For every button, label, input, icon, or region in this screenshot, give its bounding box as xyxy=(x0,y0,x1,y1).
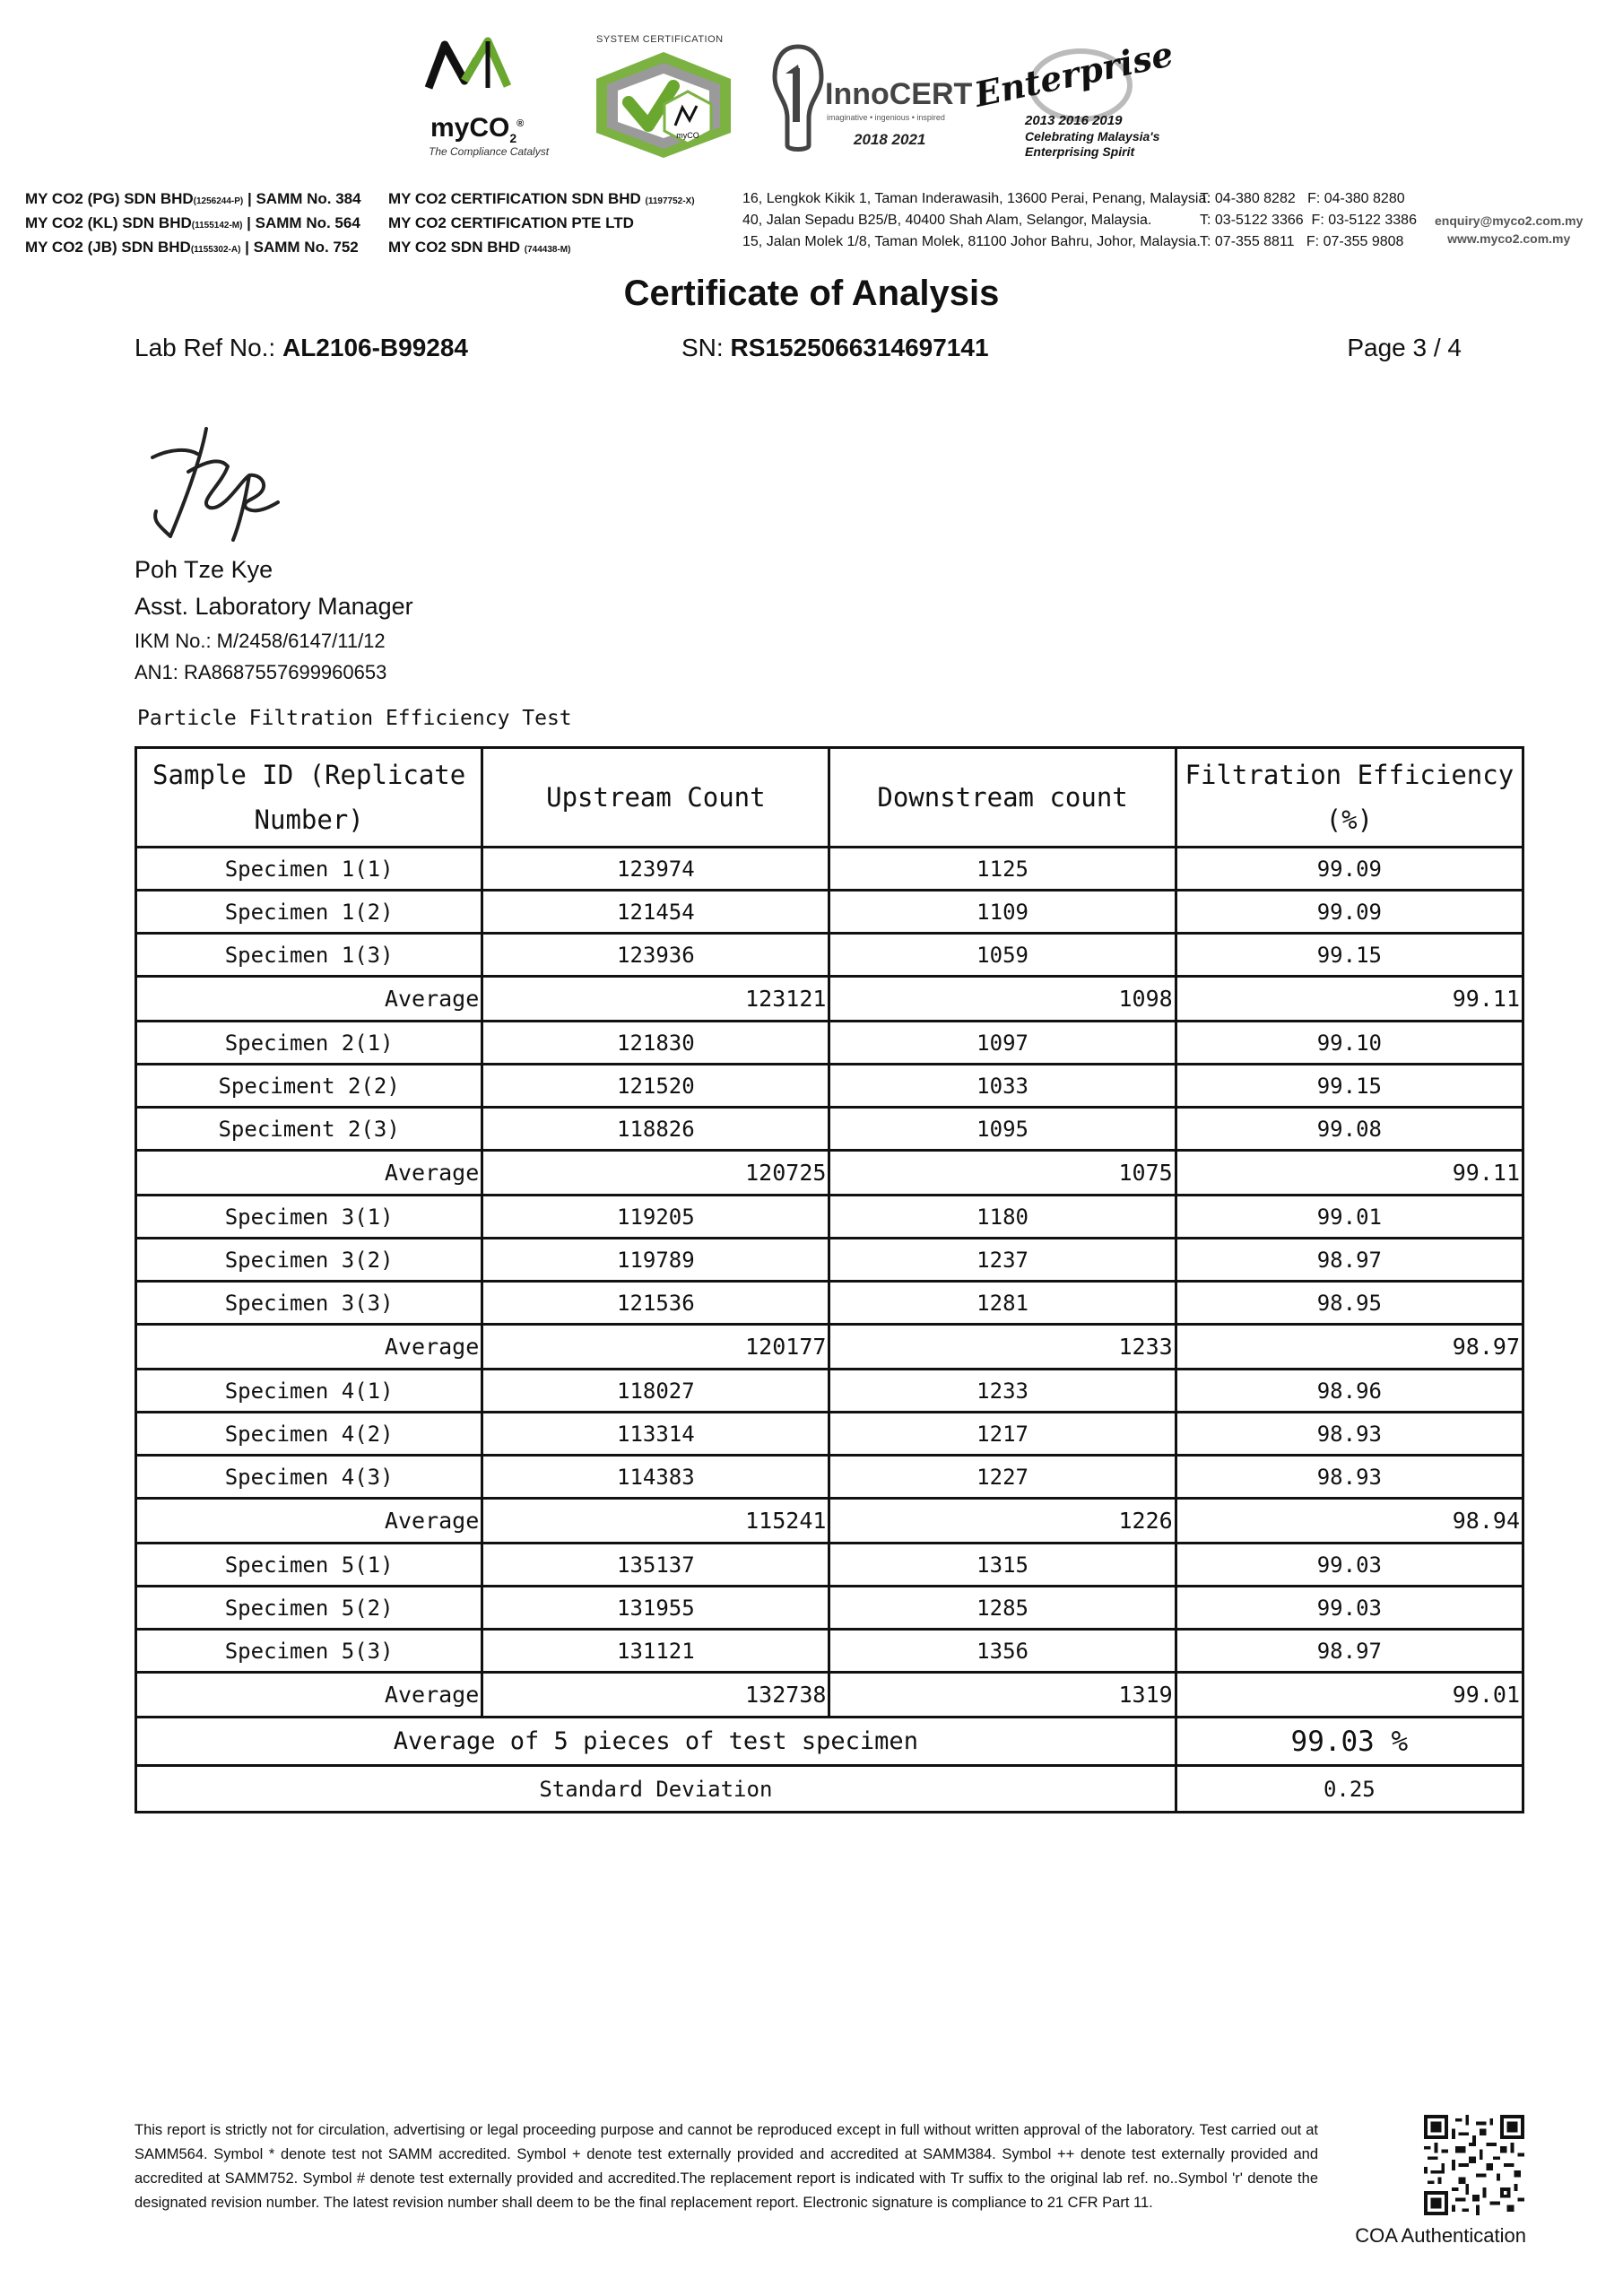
downstream-count-cell: 1033 xyxy=(829,1065,1176,1108)
downstream-count-cell: 1075 xyxy=(829,1151,1176,1196)
company-header xyxy=(25,188,1603,256)
specimen-row xyxy=(136,1108,1523,1151)
overall-average-label: Average of 5 pieces of test specimen xyxy=(136,1718,1176,1766)
sample-id-cell: Specimen 1(3) xyxy=(136,934,482,977)
filtration-efficiency-cell: 98.97 xyxy=(1176,1239,1523,1282)
address-list xyxy=(742,188,1211,253)
average-row xyxy=(136,1151,1523,1196)
standard-deviation-label: Standard Deviation xyxy=(136,1766,1176,1813)
upstream-count-cell: 123936 xyxy=(482,934,829,977)
downstream-count-cell: 1233 xyxy=(829,1370,1176,1413)
phone-line: T: 04-380 8282 F: 04-380 8280 xyxy=(1200,191,1405,206)
downstream-count-cell: 1217 xyxy=(829,1413,1176,1456)
filtration-efficiency-cell: 99.11 xyxy=(1176,977,1523,1022)
sample-id-cell: Speciment 2(2) xyxy=(136,1065,482,1108)
upstream-count-cell: 131955 xyxy=(482,1587,829,1630)
certifier-line: MY CO2 CERTIFICATION PTE LTD xyxy=(388,214,634,231)
specimen-row xyxy=(136,934,1523,977)
sample-id-cell: Speciment 2(3) xyxy=(136,1108,482,1151)
downstream-count-cell: 1356 xyxy=(829,1630,1176,1673)
upstream-count-cell: 121830 xyxy=(482,1022,829,1065)
downstream-count-cell: 1281 xyxy=(829,1282,1176,1325)
upstream-count-cell: 123121 xyxy=(482,977,829,1022)
filtration-efficiency-cell: 98.97 xyxy=(1176,1325,1523,1370)
downstream-count-cell: 1059 xyxy=(829,934,1176,977)
standard-deviation-row xyxy=(136,1766,1523,1813)
filtration-efficiency-cell: 98.97 xyxy=(1176,1630,1523,1673)
filtration-efficiency-cell: 98.95 xyxy=(1176,1282,1523,1325)
average-label: Average xyxy=(136,1151,482,1196)
contact-email: enquiry@myco2.com.my xyxy=(1435,213,1584,228)
serial-number: SN: RS1525066314697141 xyxy=(681,334,989,361)
downstream-count-cell: 1315 xyxy=(829,1544,1176,1587)
sample-id-cell: Specimen 4(3) xyxy=(136,1456,482,1499)
page-number: Page 3 / 4 xyxy=(1347,334,1462,361)
average-row xyxy=(136,1325,1523,1370)
phone-line: T: 07-355 8811 F: 07-355 9808 xyxy=(1200,234,1404,249)
table-title: Particle Filtration Efficiency Test xyxy=(137,707,572,730)
company-line: MY CO2 (JB) SDN BHD(1155302-A) | SAMM No. 752 xyxy=(25,239,359,256)
specimen-row xyxy=(136,1544,1523,1587)
average-label: Average xyxy=(136,1499,482,1544)
average-label: Average xyxy=(136,1673,482,1718)
standard-deviation-value: 0.25 xyxy=(1176,1766,1523,1813)
downstream-count-cell: 1109 xyxy=(829,891,1176,934)
overall-average-row xyxy=(136,1718,1523,1766)
filtration-efficiency-cell: 99.03 xyxy=(1176,1587,1523,1630)
address-line: 16, Lengkok Kikik 1, Taman Inderawasih, 13600 Perai, Penang, Malaysia. xyxy=(742,191,1211,206)
reference-line xyxy=(135,334,1462,370)
downstream-count-cell: 1097 xyxy=(829,1022,1176,1065)
certifier-line: MY CO2 CERTIFICATION SDN BHD (1197752-X) xyxy=(388,190,695,207)
average-row xyxy=(136,1673,1523,1718)
address-line: 15, Jalan Molek 1/8, Taman Molek, 81100 Johor Bahru, Johor, Malaysia. xyxy=(742,234,1201,249)
filtration-efficiency-cell: 98.94 xyxy=(1176,1499,1523,1544)
specimen-row xyxy=(136,848,1523,891)
innocert-tagline: imaginative • ingenious • inspired xyxy=(827,113,945,122)
myco2-wordmark: myCO$_2$® xyxy=(430,113,525,145)
specimen-row xyxy=(136,1630,1523,1673)
upstream-count-cell: 118826 xyxy=(482,1108,829,1151)
downstream-count-cell: 1233 xyxy=(829,1325,1176,1370)
handwritten-signature xyxy=(135,422,296,547)
sample-id-cell: Specimen 4(2) xyxy=(136,1413,482,1456)
myco2-tagline: The Compliance Catalyst xyxy=(429,145,550,158)
sample-id-cell: Specimen 1(2) xyxy=(136,891,482,934)
specimen-row xyxy=(136,891,1523,934)
enterprise-logo xyxy=(970,33,1188,161)
downstream-count-cell: 1285 xyxy=(829,1587,1176,1630)
sample-id-cell: Specimen 3(2) xyxy=(136,1239,482,1282)
signatory-ikm: IKM No.: M/2458/6147/11/12 xyxy=(135,630,386,652)
innocert-bulb-icon xyxy=(771,41,825,158)
sample-id-cell: Specimen 3(1) xyxy=(136,1196,482,1239)
innocert-logo xyxy=(771,41,973,158)
qr-code-icon[interactable] xyxy=(1424,2115,1524,2215)
overall-average-value: 99.03 % xyxy=(1176,1718,1523,1766)
phone-line: T: 03-5122 3366 F: 03-5122 3386 xyxy=(1200,213,1417,228)
system-certification-caption: SYSTEM CERTIFICATION xyxy=(596,34,724,45)
filtration-efficiency-cell: 99.11 xyxy=(1176,1151,1523,1196)
filtration-efficiency-cell: 99.09 xyxy=(1176,848,1523,891)
company-line: MY CO2 (PG) SDN BHD(1256244-P) | SAMM No. 384 xyxy=(25,190,361,207)
contact-web: www.myco2.com.my xyxy=(1447,231,1571,246)
company-line: MY CO2 (KL) SDN BHD(1155142-M) | SAMM No. 564 xyxy=(25,214,360,231)
downstream-count-cell: 1095 xyxy=(829,1108,1176,1151)
filtration-efficiency-cell: 99.09 xyxy=(1176,891,1523,934)
syscert-badge-text: myCO xyxy=(676,131,699,140)
header-upstream: Upstream Count xyxy=(482,748,829,848)
filtration-efficiency-cell: 99.01 xyxy=(1176,1673,1523,1718)
average-label: Average xyxy=(136,1325,482,1370)
specimen-row xyxy=(136,1413,1523,1456)
downstream-count-cell: 1180 xyxy=(829,1196,1176,1239)
innocert-name: InnoCERT xyxy=(825,77,973,111)
upstream-count-cell: 121520 xyxy=(482,1065,829,1108)
company-list xyxy=(25,188,361,261)
sample-id-cell: Specimen 5(3) xyxy=(136,1630,482,1673)
header-downstream: Downstream count xyxy=(829,748,1176,848)
sample-id-cell: Specimen 5(1) xyxy=(136,1544,482,1587)
downstream-count-cell: 1098 xyxy=(829,977,1176,1022)
sample-id-cell: Specimen 5(2) xyxy=(136,1587,482,1630)
filtration-efficiency-cell: 99.15 xyxy=(1176,934,1523,977)
signatory-name: Poh Tze Kye xyxy=(135,556,273,583)
upstream-count-cell: 132738 xyxy=(482,1673,829,1718)
sample-id-cell: Specimen 3(3) xyxy=(136,1282,482,1325)
filtration-efficiency-cell: 99.08 xyxy=(1176,1108,1523,1151)
upstream-count-cell: 118027 xyxy=(482,1370,829,1413)
signatory-position: Asst. Laboratory Manager xyxy=(135,593,413,620)
system-certification-logo xyxy=(587,34,740,160)
filtration-efficiency-cell: 99.03 xyxy=(1176,1544,1523,1587)
specimen-row xyxy=(136,1370,1523,1413)
downstream-count-cell: 1319 xyxy=(829,1673,1176,1718)
specimen-row xyxy=(136,1456,1523,1499)
logo-strip xyxy=(395,34,1202,160)
filtration-efficiency-cell: 98.96 xyxy=(1176,1370,1523,1413)
average-row xyxy=(136,1499,1523,1544)
document-title: Certificate of Analysis xyxy=(623,274,1000,313)
specimen-row xyxy=(136,1022,1523,1065)
phone-list xyxy=(1200,188,1417,253)
upstream-count-cell: 119205 xyxy=(482,1196,829,1239)
upstream-count-cell: 114383 xyxy=(482,1456,829,1499)
filtration-efficiency-cell: 98.93 xyxy=(1176,1413,1523,1456)
filtration-efficiency-cell: 99.15 xyxy=(1176,1065,1523,1108)
average-label: Average xyxy=(136,977,482,1022)
lab-ref: Lab Ref No.: AL2106-B99284 xyxy=(135,334,469,361)
upstream-count-cell: 121536 xyxy=(482,1282,829,1325)
certification-hexagon-icon xyxy=(587,50,740,160)
downstream-count-cell: 1226 xyxy=(829,1499,1176,1544)
signatory-an1: AN1: RA8687557699960653 xyxy=(135,661,387,683)
upstream-count-cell: 131121 xyxy=(482,1630,829,1673)
specimen-row xyxy=(136,1282,1523,1325)
sample-id-cell: Specimen 4(1) xyxy=(136,1370,482,1413)
upstream-count-cell: 120725 xyxy=(482,1151,829,1196)
filtration-efficiency-cell: 99.10 xyxy=(1176,1022,1523,1065)
enterprise-name: Enterprise xyxy=(970,33,1177,115)
downstream-count-cell: 1237 xyxy=(829,1239,1176,1282)
contact-block xyxy=(1435,212,1583,248)
certifier-line: MY CO2 SDN BHD (744438-M) xyxy=(388,239,571,256)
specimen-row xyxy=(136,1239,1523,1282)
qr-caption: COA Authentication xyxy=(1355,2224,1526,2247)
specimen-row xyxy=(136,1587,1523,1630)
myco2-mark-icon xyxy=(421,34,529,115)
sample-id-cell: Specimen 2(1) xyxy=(136,1022,482,1065)
upstream-count-cell: 115241 xyxy=(482,1499,829,1544)
upstream-count-cell: 119789 xyxy=(482,1239,829,1282)
downstream-count-cell: 1227 xyxy=(829,1456,1176,1499)
upstream-count-cell: 121454 xyxy=(482,891,829,934)
signatory-block xyxy=(135,552,413,688)
table-header-row xyxy=(136,748,1523,848)
enterprise-tagline: Celebrating Malaysia's Enterprising Spirit xyxy=(1025,129,1160,159)
downstream-count-cell: 1125 xyxy=(829,848,1176,891)
upstream-count-cell: 120177 xyxy=(482,1325,829,1370)
upstream-count-cell: 135137 xyxy=(482,1544,829,1587)
upstream-count-cell: 113314 xyxy=(482,1413,829,1456)
certifier-list xyxy=(388,188,695,261)
sample-id-cell: Specimen 1(1) xyxy=(136,848,482,891)
address-line: 40, Jalan Sepadu B25/B, 40400 Shah Alam, Selangor, Malaysia. xyxy=(742,213,1152,228)
table-body xyxy=(136,848,1523,1718)
filtration-efficiency-cell: 99.01 xyxy=(1176,1196,1523,1239)
innocert-years: 2018 2021 xyxy=(854,131,926,148)
upstream-count-cell: 123974 xyxy=(482,848,829,891)
header-efficiency: Filtration Efficiency (%) xyxy=(1176,748,1523,848)
specimen-row xyxy=(136,1196,1523,1239)
enterprise-years: 2013 2016 2019 xyxy=(1025,113,1123,128)
myco2-logo xyxy=(404,34,556,160)
filtration-efficiency-cell: 98.93 xyxy=(1176,1456,1523,1499)
average-row xyxy=(136,977,1523,1022)
specimen-row xyxy=(136,1065,1523,1108)
header-sample-id: Sample ID (Replicate Number) xyxy=(136,748,482,848)
disclaimer-text: This report is strictly not for circulation, advertising or legal proceeding purpose and cannot be reproduced except in full without written approval of the laboratory. Test carried out at SAMM564. Symbol * denote test not SAMM accredited. Symbol + denote test externally provided and accredited at SAMM384. Symbol ++ denote test externally provided and accredited at SAMM752. Symbol # denote test externally provided and accredited.The replacement report is indicated with Tr suffix to the original lab ref. no..Symbol 'r' denote the designated revision number. The latest revision number shall deem to be the final replacement report. Electronic signature is compliance to 21 CFR Part 11. xyxy=(135,2122,1318,2211)
filtration-efficiency-table xyxy=(135,746,1524,1813)
